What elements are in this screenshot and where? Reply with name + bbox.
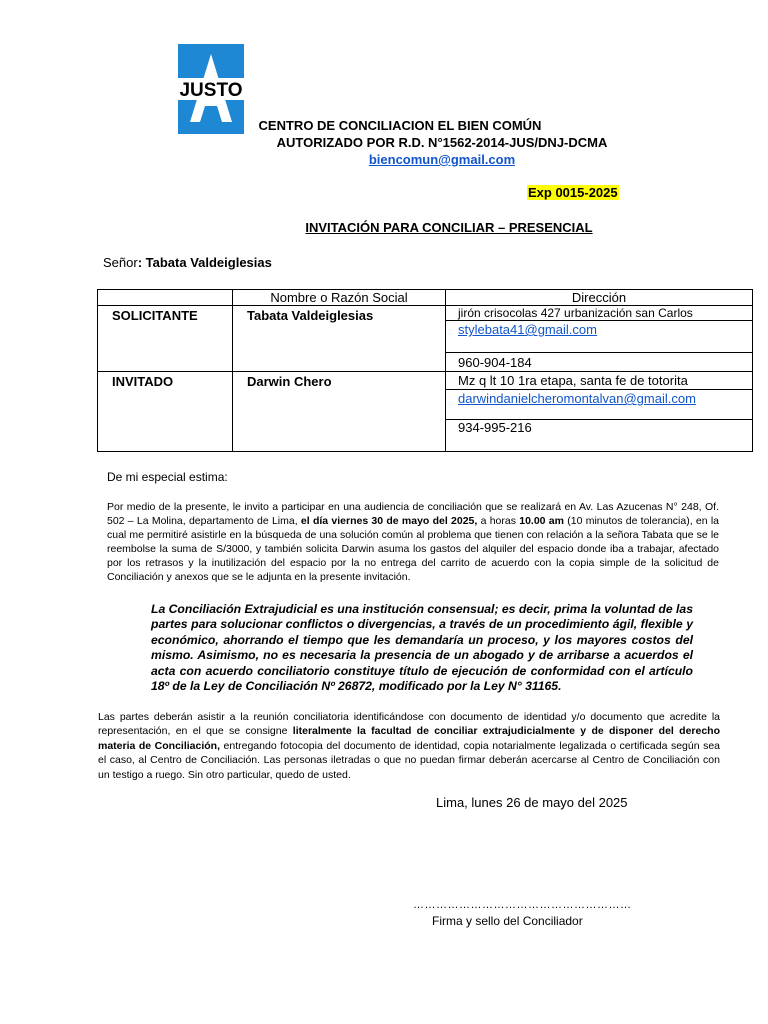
greeting: De mi especial estima: [107, 470, 228, 484]
address-solicitante: jirón crisocolas 427 urbanización san Carlos [446, 306, 752, 321]
email-invitado[interactable]: darwindanielcheromontalvan@gmail.com [458, 391, 696, 406]
table-header-name: Nombre o Razón Social [233, 290, 446, 306]
logo-text: JUSTO [179, 80, 243, 101]
addressee [103, 255, 272, 270]
p1-text-c: a horas [477, 515, 520, 527]
p1-time: 10.00 am [519, 515, 564, 527]
document-title: INVITACIÓN PARA CONCILIAR – PRESENCIAL [305, 220, 593, 235]
addressee-name: : Tabata Valdeiglesias [137, 255, 272, 270]
table-header-blank [98, 290, 233, 306]
table-row-invitado [98, 372, 753, 452]
name-invitado: Darwin Chero [247, 374, 332, 389]
role-invitado: INVITADO [112, 374, 174, 389]
addressee-prefix: Señor [103, 255, 138, 270]
authorization-line: AUTORIZADO POR R.D. N°1562-2014-JUS/DNJ-DCMA [276, 135, 608, 150]
document-date: Lima, lunes 26 de mayo del 2025 [436, 795, 628, 810]
parties-table [97, 289, 753, 452]
p3-text-c: entregando fotocopia del documento de identidad, copia notarialmente legalizada o certificada según sea el caso, al Centro de Conciliación. Las personas iletradas o que no puedan firmar deberán acercarse al Centro de Conciliación con un testigo a ruego. Sin otro particular, quedo de usted. [98, 739, 721, 781]
signature-label: Firma y sello del Conciliador [432, 914, 583, 928]
center-email-link[interactable]: biencomun@gmail.com [368, 152, 516, 167]
table-header-address: Dirección [446, 290, 753, 306]
attendance-paragraph [98, 710, 720, 782]
name-solicitante: Tabata Valdeiglesias [247, 308, 374, 323]
phone-solicitante: 960-904-184 [458, 355, 532, 370]
p3-bold: literalmente la facultad de conciliar extrajudicialmente y de disponer del derecho materia de Conciliación, [98, 725, 720, 752]
expediente-number: Exp 0015-2025 [528, 185, 618, 200]
center-name: CENTRO DE CONCILIACION EL BIEN COMÚN [258, 118, 542, 133]
p3-text-a: Las partes deberán asistir a la reunión conciliatoria identificándose con documento de identidad y/o documento que acredite la representación, en el que se consigne [98, 711, 720, 738]
role-solicitante: SOLICITANTE [112, 308, 198, 323]
p1-text-a: Por medio de la presente, le invito a participar en una audiencia de conciliación que se realizará en Av. Las Azucenas N° 248, Of. 502 – La Molina, departamento de Lima, [107, 501, 719, 527]
legal-notice-paragraph: La Conciliación Extrajudicial es una institución consensual; es decir, prima la voluntad de las partes para solucionar conflictos o divergencias, a través de un procedimiento ágil, flexible y económico, ahorrando el tiempo que les demandaría un proceso, y los mayores costos del mismo. Asimismo, no es necesaria la presencia de un abogado y de arribarse a acuerdos el acta con acuerdo conciliatorio constituye título de ejecución de conformidad con el artículo 18º de la Ley de Conciliación Nº 26872, modificado por la Ley N° 31165. [151, 602, 693, 694]
address-invitado: Mz q lt 10 1ra etapa, santa fe de totorita [446, 372, 752, 390]
table-row-solicitante [98, 306, 753, 372]
p1-date: el día viernes 30 de mayo del 2025, [300, 515, 478, 527]
signature-line: ………………………………………………… [413, 899, 632, 911]
phone-invitado: 934-995-216 [458, 420, 532, 435]
p1-text-e: (10 minutos de tolerancia), en la cual me permitiré asistirle en la búsqueda de una solución común al problema que tienen con relación a la señora Tabata que se le reembolse la suma de S/3000, y también solicita Darwin asuma los gastos del alquiler del espacio donde iba a trabajar, afectado por los retrasos y la inutilización del espacio por la no entrega del carrito de acuerdo con la copia simple de la solicitud de Conciliación y anexos que se le adjunta en la presente invitación. [107, 515, 720, 583]
invitation-paragraph [107, 500, 719, 584]
email-solicitante[interactable]: stylebata41@gmail.com [458, 322, 597, 337]
